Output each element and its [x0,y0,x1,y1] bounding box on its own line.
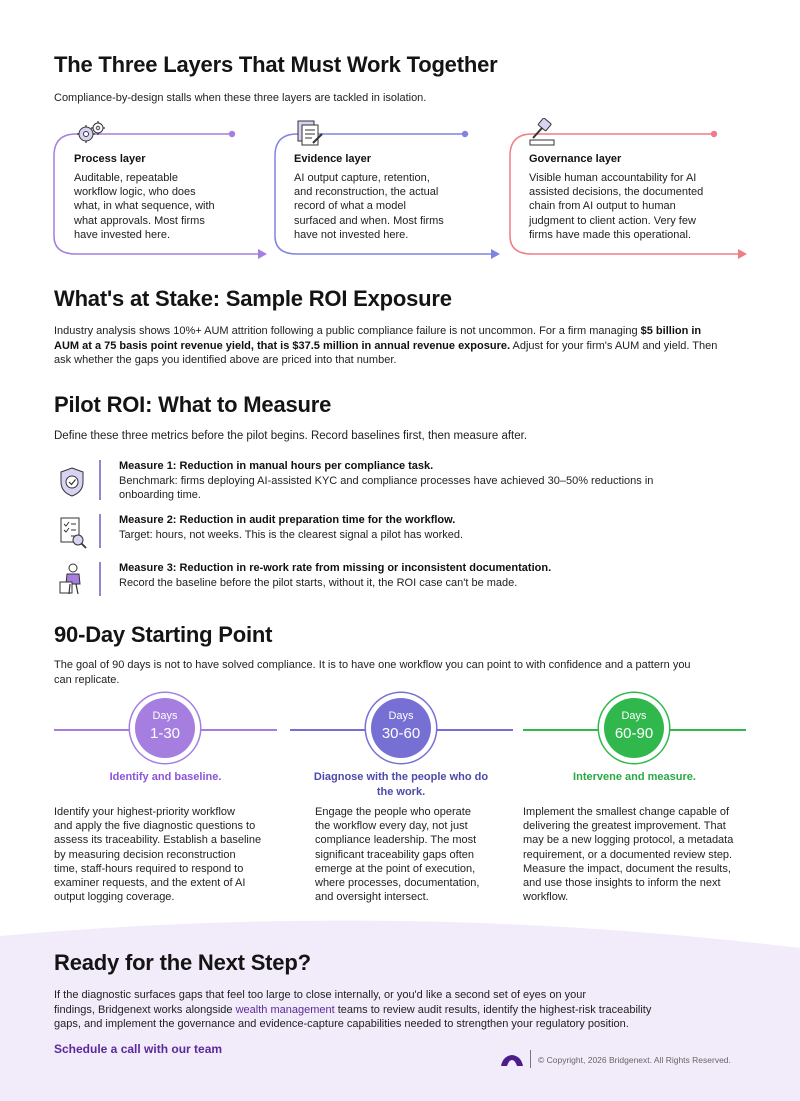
footer-divider [530,1050,531,1068]
governance-layer-card [510,134,752,258]
phase-3-circle: Days 60-90 [604,698,664,758]
phase-3-heading: Intervene and measure. [573,771,696,783]
copyright: © Copyright, 2026 Bridgenext. All Rights Reserved. [538,1055,731,1065]
layers-title: The Three Layers That Must Work Together [54,52,498,77]
layer-title: Evidence layer [294,153,372,165]
measure-item [54,514,754,552]
bridgenext-logo [500,1054,524,1068]
gears-icon [74,118,108,148]
pilot-title: Pilot ROI: What to Measure [54,392,332,417]
next-step-paragraph: If the diagnostic surfaces gaps that feel too large to close internally, or you'd like a second set of eyes on your findings, Bridgenext works alongside wealth management teams to review audit results, identify the highest-risk traceability gaps, and implement the governance and evidence-capture capabilities needed to strengthen your regulatory position. [54,989,652,1030]
measure-text: Target: hours, not weeks. This is the clearest signal a pilot has worked. [119,529,464,541]
person-with-box-icon [56,562,88,596]
layer-description: AI output capture, retention, and reconstruction, the actual record of what a model surfaced and when. Most firms have not invested here. [294,172,444,241]
measure-divider [99,460,101,500]
checklist-magnifier-icon [56,516,88,550]
phase-2-circle: Days 30-60 [371,698,431,758]
layer-description: Visible human accountability for AI assisted decisions, the documented chain from AI output to human judgment to client action. Very few firms have made this operational. [529,172,704,241]
process-layer-card [54,134,270,258]
measure-divider [99,562,101,596]
measure-divider [99,514,101,548]
layer-title: Governance layer [529,153,622,165]
phase-1-text: Identify your highest-priority workflow and apply the five diagnostic questions to assess its traceability. Establish a baseline by measuring decision reconstruction time, staff-hours required to respond to examiner requests, and the extent of AI output logging coverage. [54,806,262,904]
phase-1-circle: Days 1-30 [135,698,195,758]
layers-intro: Compliance-by-design stalls when these three layers are tackled in isolation. [54,92,427,104]
measure-item [54,460,754,504]
measure-text: Record the baseline before the pilot starts, without it, the ROI case can't be made. [119,577,518,589]
start-title: 90-Day Starting Point [54,622,273,647]
phase-2-text: Engage the people who operate the workflow every day, not just compliance leadership. The most significant traceability gaps often emerge at the point of execution, where processes, documentation, and oversight intersect. [315,806,480,904]
wealth-management-link[interactable]: wealth management [235,1003,335,1016]
measure-title: Measure 1: Reduction in manual hours per compliance task. [119,460,434,472]
schedule-call-link[interactable]: Schedule a call with our team [54,1042,223,1056]
next-step-title: Ready for the Next Step? [54,950,311,975]
measure-title: Measure 2: Reduction in audit preparation time for the workflow. [119,514,456,526]
layer-description: Auditable, repeatable workflow logic, who does what, in what sequence, with what approvals. Most firms have invested here. [74,172,215,241]
evidence-layer-card [275,134,503,258]
phase-1-heading: Identify and baseline. [109,771,222,783]
pilot-intro: Define these three metrics before the pilot begins. Record baselines first, then measure after. [54,430,528,442]
gavel-icon [526,118,560,148]
phase-2-heading: Diagnose with the people who do the work. [313,771,489,798]
layer-title: Process layer [74,153,146,165]
measure-text: Benchmark: firms deploying AI-assisted KYC and compliance processes have achieved 30–50% reductions in onboarding time. [119,475,654,502]
documents-icon [293,118,327,148]
shield-check-icon [56,465,88,499]
measure-title: Measure 3: Reduction in re-work rate from missing or inconsistent documentation. [119,562,552,574]
phase-3-text: Implement the smallest change capable of delivering the greatest improvement. That may be a new logging protocol, a metadata requirement, or a documented review step. Measure the impact, document the results, and use those insights to inform the next workflow. [523,806,734,904]
start-intro: The goal of 90 days is not to have solved compliance. It is to have one workflow you can point to with confidence and a pattern you can replicate. [54,659,691,686]
stake-title: What's at Stake: Sample ROI Exposure [54,286,452,311]
measure-item [54,562,754,600]
stake-paragraph: Industry analysis shows 10%+ AUM attrition following a public compliance failure is not uncommon. For a firm managing $5 billion in AUM at a 75 basis point revenue yield, that is $37.5 million in annual revenue exposure. Adjust for your firm's AUM and yield. Then ask whether the gaps you identified above are priced into that number. [54,325,718,366]
